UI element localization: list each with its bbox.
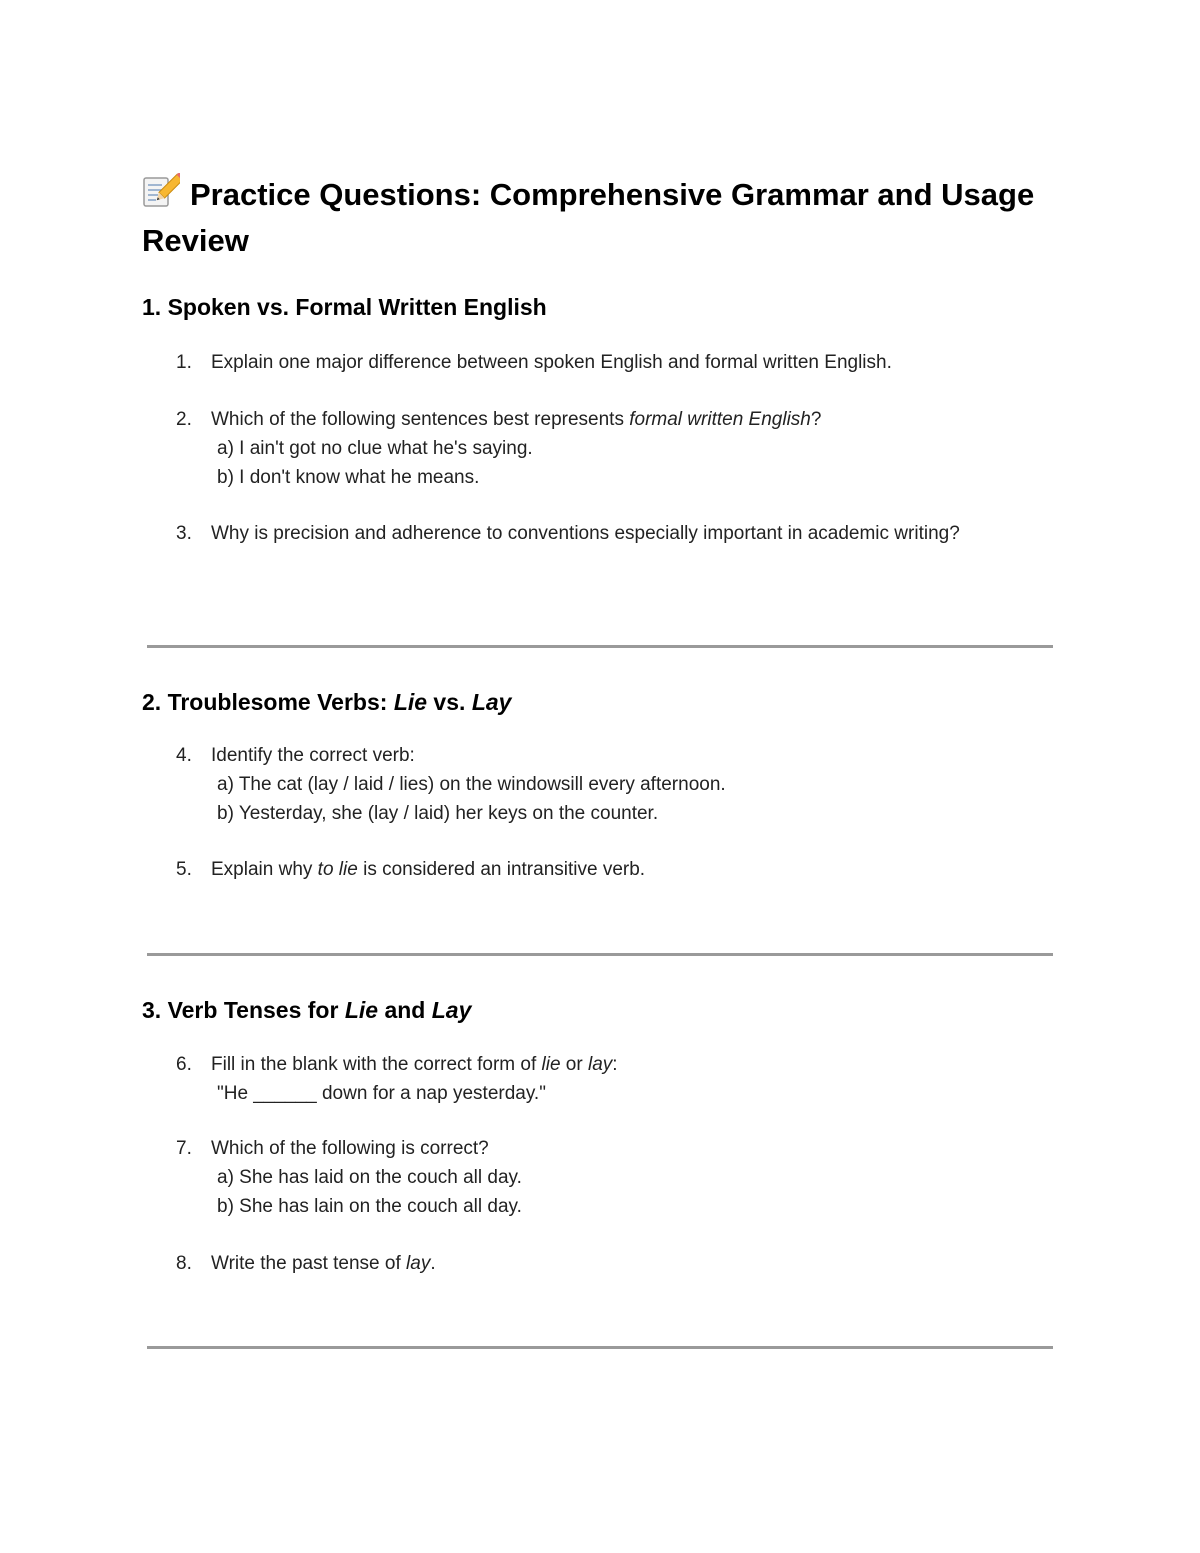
question-text: Write the past tense of lay. [211, 1253, 436, 1274]
fill-in-blank-sentence: "He ______ down for a nap yesterday." [217, 1083, 546, 1104]
question-3 [142, 519, 1002, 548]
question-number: 8. [176, 1253, 192, 1274]
answer-option: b) I don't know what he means. [217, 467, 480, 488]
page-title-text: Practice Questions: Comprehensive Grammar and Usage Review [142, 177, 1035, 258]
question-6 [142, 1050, 1002, 1108]
section-heading-3: 3. Verb Tenses for Lie and Lay [142, 997, 472, 1023]
section-divider [147, 645, 1053, 648]
question-7 [142, 1134, 1002, 1221]
question-number: 7. [176, 1138, 192, 1159]
question-4 [142, 741, 1002, 828]
question-5 [142, 855, 1002, 884]
answer-option: b) Yesterday, she (lay / laid) her keys on the counter. [217, 803, 659, 824]
question-number: 2. [176, 409, 192, 430]
question-8 [142, 1249, 1002, 1278]
question-number: 4. [176, 745, 192, 766]
question-text: Why is precision and adherence to conventions especially important in academic writing? [211, 523, 960, 544]
section-heading-2: 2. Troublesome Verbs: Lie vs. Lay [142, 689, 512, 715]
answer-option: b) She has lain on the couch all day. [217, 1196, 522, 1217]
question-number: 1. [176, 352, 192, 373]
question-text: Which of the following is correct? [211, 1138, 489, 1159]
memo-pencil-icon [142, 173, 180, 207]
answer-option: a) The cat (lay / laid / lies) on the windowsill every afternoon. [217, 774, 726, 795]
section-divider [147, 953, 1053, 956]
question-1 [142, 348, 1002, 377]
question-text: Explain why to lie is considered an intransitive verb. [211, 859, 646, 880]
question-number: 5. [176, 859, 192, 880]
answer-option: a) She has laid on the couch all day. [217, 1167, 522, 1188]
section-heading-1: 1. Spoken vs. Formal Written English [142, 294, 547, 320]
question-2 [142, 405, 1002, 492]
section-divider [147, 1346, 1053, 1349]
question-text: Explain one major difference between spoken English and formal written English. [211, 352, 892, 373]
question-text: Identify the correct verb: [211, 745, 415, 766]
question-number: 3. [176, 523, 192, 544]
question-text: Fill in the blank with the correct form of lie or lay: [211, 1054, 618, 1075]
question-text: Which of the following sentences best represents formal written English? [211, 409, 822, 430]
question-number: 6. [176, 1054, 192, 1075]
page-title [142, 172, 1042, 264]
answer-option: a) I ain't got no clue what he's saying. [217, 438, 533, 459]
